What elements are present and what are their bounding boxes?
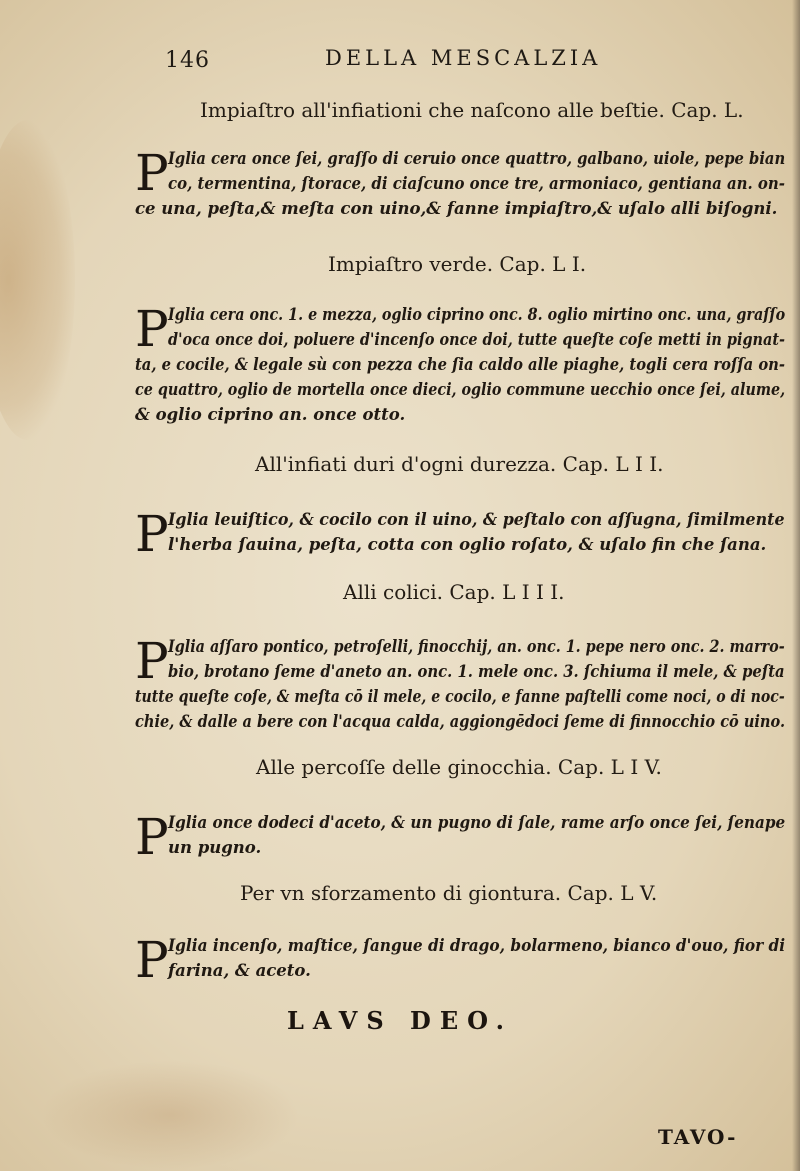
running-head: DELLA MESCALZIA <box>325 46 602 70</box>
text-line: & oglio ciprino an. once otto. <box>135 405 406 424</box>
page-edge-shadow <box>792 0 800 1171</box>
chapter-heading: Alle percoſſe delle ginocchia. Cap. L I V. <box>256 755 662 779</box>
closing-inscription: LAVS DEO. <box>286 1006 514 1035</box>
text-line: farina, & aceto. <box>168 961 311 980</box>
page-header <box>0 44 800 78</box>
text-line: ce quattro, oglio de mortella once dieci, oglio commune uecchio once ſei, alume, <box>135 380 786 399</box>
text-line: Iglia aſſaro pontico, petroſelli, finocchij, an. onc. 1. pepe nero onc. 2. marro- <box>168 637 785 656</box>
chapter-heading: Impiaſtro verde. Cap. L I. <box>328 252 587 276</box>
text-line: ce una, peſta,& meſta con uino,& fanne impiaſtro,& uſalo alli biſogni. <box>135 199 778 218</box>
text-line: l'herba ſauina, peſta, cotta con oglio roſato, & uſalo fin che ſana. <box>168 535 767 554</box>
drop-cap: P <box>135 931 169 989</box>
drop-cap: P <box>135 808 169 866</box>
chapter-heading: Impiaſtro all'infiationi che naſcono alle beſtie. Cap. L. <box>200 98 744 122</box>
drop-cap: P <box>135 505 169 563</box>
drop-cap: P <box>135 144 169 202</box>
text-line: Iglia cera onc. 1. e mezza, oglio ciprino onc. 8. oglio mirtino onc. una, graſſo <box>168 305 786 324</box>
text-line: un pugno. <box>168 838 262 857</box>
drop-cap: P <box>135 632 169 690</box>
text-line: co, termentina, ſtorace, di ciaſcuno once tre, armoniaco, gentiana an. on- <box>168 174 785 193</box>
text-line: Iglia cera once ſei, graſſo di ceruio once quattro, galbano, uiole, pepe bian <box>168 149 786 168</box>
text-line: Iglia leuiſtico, & cocilo con il uino, & peſtalo con aſſugna, ſimilmente <box>168 510 785 529</box>
paper-stain <box>40 1060 300 1170</box>
chapter-heading: All'infiati duri d'ogni durezza. Cap. L I I. <box>255 452 664 476</box>
water-stain <box>0 120 75 440</box>
drop-cap: P <box>135 300 169 358</box>
chapter-heading: Per vn sforzamento di giontura. Cap. L V. <box>240 881 658 905</box>
text-line: Iglia once dodeci d'aceto, & un pugno di ſale, rame arſo once ſei, ſenape <box>168 813 786 832</box>
text-line: tutte queſte coſe, & meſta cō il mele, e cocilo, e fanne paſtelli come noci, o di noc- <box>135 687 785 706</box>
text-line: Iglia incenſo, maſtice, ſangue di drago, bolarmeno, bianco d'ouo, fior di <box>168 936 786 955</box>
text-line: d'oca once doi, poluere d'incenſo once doi, tutte queſte coſe metti in pignat- <box>168 330 785 349</box>
page-number: 146 <box>165 48 210 73</box>
catchword: TAVO- <box>658 1125 738 1149</box>
text-line: chie, & dalle a bere con l'acqua calda, aggiongēdoci ſeme di finnocchio cō uino. <box>135 712 786 731</box>
text-line: bio, brotano ſeme d'aneto an. onc. 1. mele onc. 3. ſchiuma il mele, & peſta <box>168 662 785 681</box>
text-line: ta, e cocile, & legale sù con pezza che ſia caldo alle piaghe, togli cera roſſa on- <box>135 355 786 374</box>
chapter-heading: Alli colici. Cap. L I I I. <box>343 580 565 604</box>
